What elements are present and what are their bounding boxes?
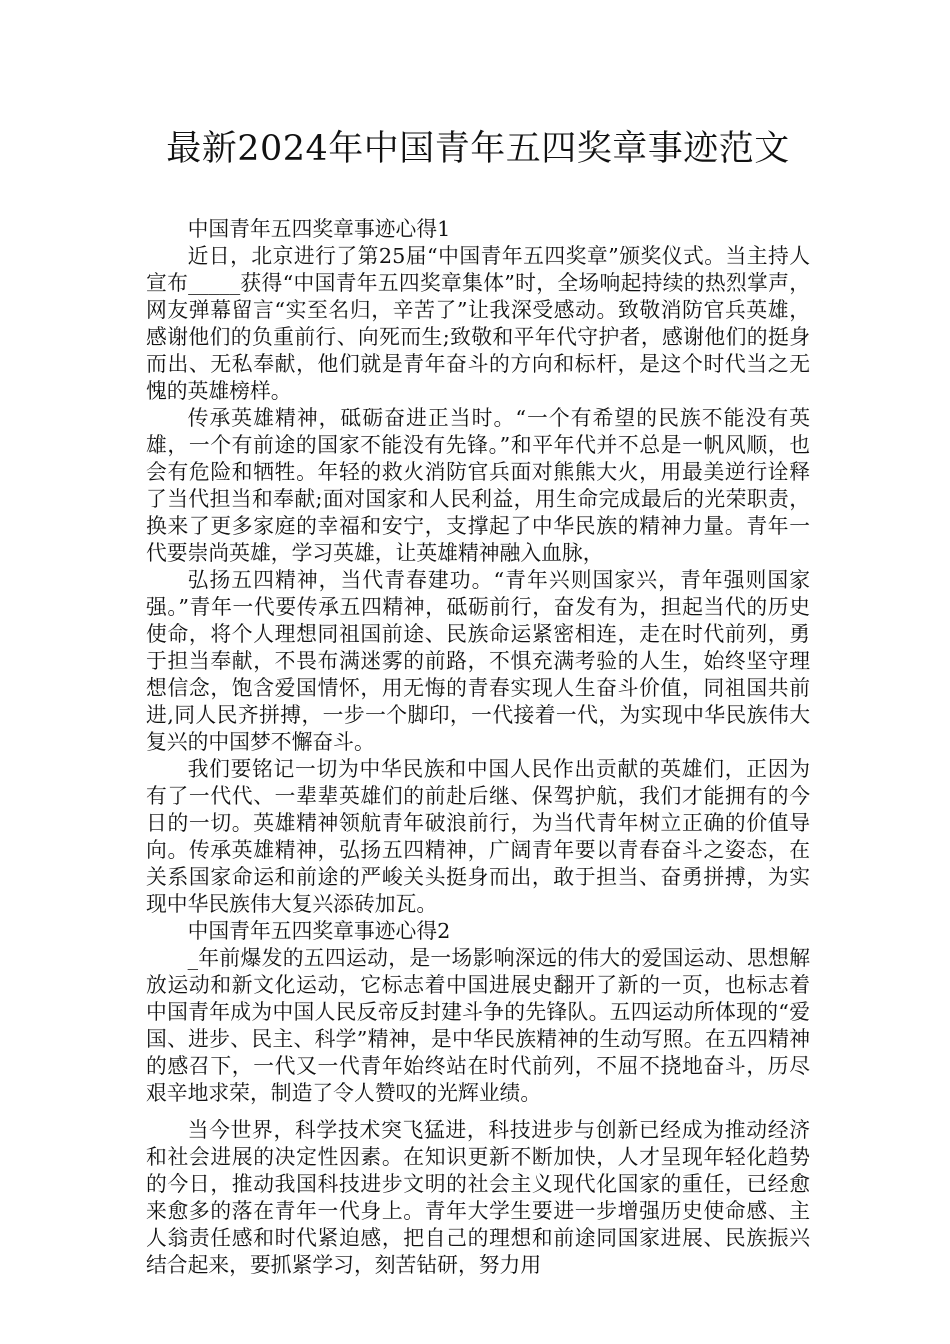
paragraph: _年前爆发的五四运动，是一场影响深远的伟大的爱国运动、思想解放运动和新文化运动，它标志着中国进展史翻开了新的一页，也标志着中国青年成为中国人民反帝反封建斗争的先锋队。五四运动所体现的“爱国、进步、民主、科学”精神，是中华民族精神的生动写照。在五四精神的感召下，一代又一代青年始终站在时代前列，不屈不挠地奋斗，历尽艰辛地求荣，制造了令人赞叹的光辉业绩。 [146, 946, 810, 1105]
paragraph: 传承英雄精神，砥砺奋进正当时。“一个有希望的民族不能没有英雄，一个有前途的国家不能没有先锋。”和平年代并不总是一帆风顺，也会有危险和牺牲。年轻的救火消防官兵面对熊熊大火，用最美逆行诠释了当代担当和奉献;面对国家和人民利益，用生命完成最后的光荣职责，换来了更多家庭的幸福和安宁，支撑起了中华民族的精神力量。青年一代要崇尚英雄，学习英雄，让英雄精神融入血脉， [146, 406, 810, 565]
document-page [146, 120, 810, 1279]
section-heading-2: 中国青年五四奖章事迹心得2 [187, 919, 451, 943]
section-heading-1: 中国青年五四奖章事迹心得1 [187, 217, 451, 241]
paragraph: 近日，北京进行了第25届“中国青年五四奖章”颁奖仪式。当主持人宣布_____获得“中国青年五四奖章集体”时，全场响起持续的热烈掌声，网友弹幕留言“实至名归，辛苦了”让我深受感动。致敬消防官兵英雄，感谢他们的负重前行、向死而生;致敬和平年代守护者，感谢他们的挺身而出、无私奉献，他们就是青年奋斗的方向和标杆，是这个时代当之无愧的英雄榜样。 [146, 244, 810, 403]
paragraph: 弘扬五四精神，当代青春建功。“青年兴则国家兴，青年强则国家强。”青年一代要传承五四精神，砥砺前行，奋发有为，担起当代的历史使命，将个人理想同祖国前途、民族命运紧密相连，走在时代前列，勇于担当奉献，不畏布满迷雾的前路，不惧充满考验的人生，始终坚守理想信念，饱含爱国情怀，用无悔的青春实现人生奋斗价值，同祖国共前进,同人民齐拼搏，一步一个脚印，一代接着一代，为实现中华民族伟大复兴的中国梦不懈奋斗。 [146, 568, 810, 754]
paragraph: 我们要铭记一切为中华民族和中国人民作出贡献的英雄们，正因为有了一代代、一辈辈英雄们的前赴后继、保驾护航，我们才能拥有的今日的一切。英雄精神领航青年破浪前行，为当代青年树立正确的价值导向。传承英雄精神，弘扬五四精神，广阔青年要以青春奋斗之姿态，在关系国家命运和前途的严峻关头挺身而出，敢于担当、奋勇拼搏，为实现中华民族伟大复兴添砖加瓦。 [146, 757, 810, 916]
document-title: 最新2024年中国青年五四奖章事迹范文 [166, 129, 790, 169]
paragraph: 当今世界，科学技术突飞猛进，科技进步与创新已经成为推动经济和社会进展的决定性因素。在知识更新不断加快，人才呈现年轻化趋势的今日，推动我国科技进步文明的社会主义现代化国家的重任，已经愈来愈多的落在青年一代身上。青年大学生要进一步增强历史使命感、主人翁责任感和时代紧迫感，把自己的理想和前途同国家进展、民族振兴结合起来，要抓紧学习，刻苦钻研，努力用 [146, 1118, 810, 1277]
